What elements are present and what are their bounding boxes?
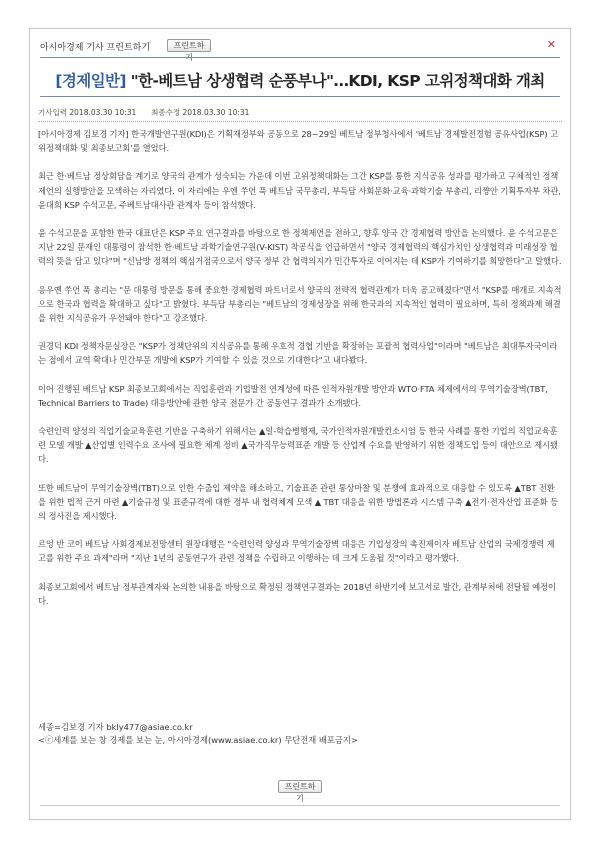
print-window xyxy=(29,28,571,820)
close-icon[interactable]: ✕ xyxy=(546,38,556,51)
modified-date: 2018.03.30 10:31 xyxy=(182,108,250,117)
article-paragraph: 최근 한·베트남 정상회담을 계기로 양국의 관계가 성숙되는 가운데 이번 고위정책대화는 그간 KSP를 통한 지식공유 성과를 평가하고 구체적인 정책제언의 실행방안을 모색하는 자리였다. 이 자리에는 우엔 쑤언 푹 베트남 국무총리, 부득담 사회문화·교육·과학기술 부총리, 리쨩안 기획투자부 차관, 윤대희 KSP 수석고문, 주베트남대사관 관계자 등이 참석했다. xyxy=(38,171,561,210)
article-paragraph: 또한 베트남이 무역기술장벽(TBT)으로 인한 수출입 제약을 해소하고, 기술표준 관련 통상마찰 및 분쟁에 효과적으로 대응할 수 있도록 ▲TBT 전환을 위한 법적 근거 마련 ▲기술규정 및 표준규격에 대한 정부 내 협력체계 모색 ▲ TBT 대응을 위한 방법론과 시스템 구축 ▲전기·전자산업 표준화 등의 정사진을 제시했다. xyxy=(38,482,559,522)
article-byline-block xyxy=(38,721,358,747)
article-paragraph: 최종보고회에서 베트남 정부관계자와 논의한 내용을 바탕으로 확정된 정책연구결과는 2018년 하반기에 보고서로 발간, 관계부처에 전달될 예정이다. xyxy=(38,581,556,606)
article-paragraph: 윤 수석고문을 포함한 한국 대표단은 KSP 주요 연구결과를 바탕으로 한 정책제언을 전하고, 향후 양국 간 경제협력 방안을 논의했다. 윤 수석고문은 지난 22일 문재인 대통령이 참석한 한·베트남 과학기술연구원(V-KIST) 착공식을 언급하면서 "양국 경제협력의 핵심가치인 상생협력과 미래성장 협력의 뜻을 담고 있다"며 "신남방 정책의 핵심거점국으로서 양국 정부 간 협력의지가 민간투자로 이어지는 데 KSP가 기여하기를 희망한다"고 말했다. xyxy=(38,228,562,267)
article-paragraph: 숙련인력 양성의 직업기술교육훈련 기반을 구축하기 위해서는 ▲일-학습병행제, 국가인적자원개발컨소시엄 등 한국 사례를 통한 기업의 직업교육훈련 모델 개발 ▲산업별 인력수요 조사에 필요한 체계 정비 ▲국가직무능력표준 개발 등 산업계 수요를 반영하기 위한 정책도입 등이 대안으로 제시됐다. xyxy=(38,426,558,465)
input-date-label: 기사입력 xyxy=(38,108,67,117)
article-category: [경제일반] xyxy=(55,72,126,90)
print-toolbar xyxy=(30,29,570,62)
article-dates xyxy=(38,107,249,118)
input-date: 2018.03.30 10:31 xyxy=(69,108,137,117)
article-paragraph: 이어 진행된 베트남 KSP 최종보고회에서는 직업훈련과 기업발전 연계성에 따른 인적자원개발 방안과 WTO·FTA 체제에서의 무역기술장벽(TBT, Technical Barriers to Trade) 대응방안에 관한 양국 전문가 간 공동연구 결과가 소개됐다. xyxy=(38,383,548,408)
article-copyright: <ⓒ세계를 보는 창 경제를 보는 눈, 아시아경제(www.asiae.co.kr) 무단전재 배포금지> xyxy=(38,735,358,745)
divider-headline xyxy=(40,96,560,97)
article-byline: 세종=김보경 기자 bkly477@asiae.co.kr xyxy=(38,722,193,732)
article-paragraph: 응우옌 쑤언 푹 총리는 "문 대통령 방문을 통해 중요한 경제협력 파트너로서 양국의 전략적 협력관계가 더욱 공고해졌다"면서 "KSP를 매개로 지속적으로 한국과 협력을 확대하고 싶다"고 밝혔다. 부득담 부총리는 "베트남의 경제성장을 위해 한국과의 지속적인 협력이 필요하며, 특히 정책과제 해결을 위한 지식공유가 우선돼야 한다"고 강조했다. xyxy=(38,284,562,324)
modified-date-label: 최종수정 xyxy=(151,108,181,117)
article-title: "한-베트남 상생협력 순풍부나"…KDI, KSP 고위정책대화 개최 xyxy=(130,72,545,90)
print-button-bottom[interactable]: 프린트하기 xyxy=(278,780,322,793)
divider-top xyxy=(40,57,560,58)
article-paragraph: 르엉 반 코이 베트남 사회경제보전망센터 원장대행은 "숙련인력 양성과 무역기술장벽 대응은 기업성장의 촉진제이자 베트남 산업의 국제경쟁력 제고를 위한 주요 과제"라며 "지난 1년의 공동연구가 관련 정책을 수립하고 이행하는 데 크게 도움될 것"이라고 평가했다. xyxy=(38,539,555,564)
site-print-label: 아시아경제 기사 프린트하기 xyxy=(40,43,151,53)
divider-bottom xyxy=(40,805,560,806)
print-button-top[interactable]: 프린트하기 xyxy=(167,39,211,52)
article-headline xyxy=(40,69,560,91)
divider-dates xyxy=(38,121,562,122)
article-body xyxy=(38,127,562,622)
article-paragraph: [아시아경제 김보경 기자] 한국개발연구원(KDI)은 기획재정부와 공동으로 28~29일 베트남 정부청사에서 '베트남 경제발전경험 공유사업(KSP) 고위정책대화 및 최종보고회'를 열었다. xyxy=(38,129,558,154)
article-paragraph: 권경덕 KDI 정책자문실장은 "KSP가 정책단위의 지식공유를 통해 우호적 경협 기반을 확장하는 포괄적 협력사업"이라며 "베트남은 최대투자국이라는 점에서 교역 확대나 민간부문 개발에 KSP가 기여할 수 있을 것으로 기대한다"고 내다봤다. xyxy=(38,341,558,366)
